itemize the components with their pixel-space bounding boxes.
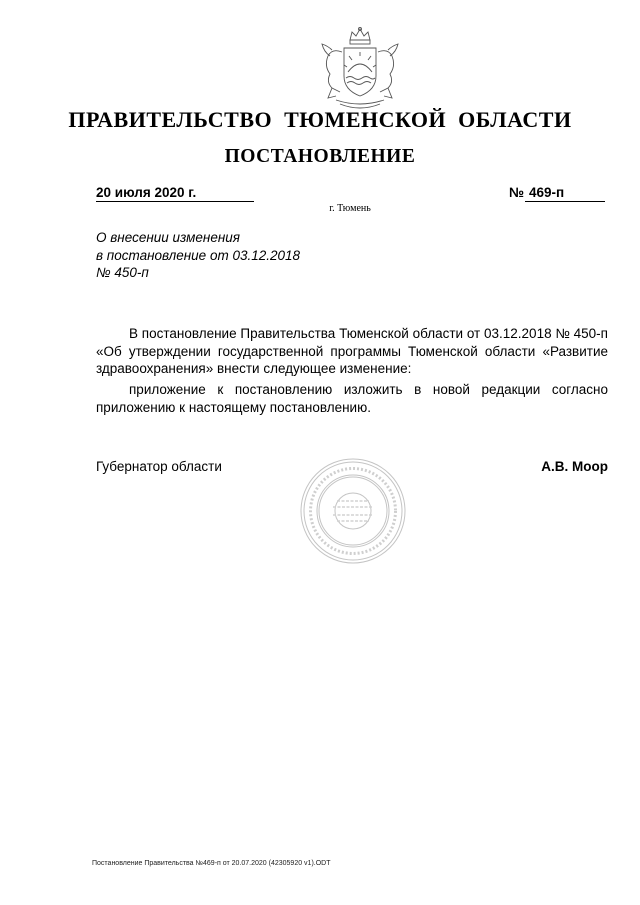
body-paragraph: В постановление Правительства Тюменской области от 03.12.2018 № 450-п «Об утверждении государственной программы Тюменской области «Развитие здравоохранения» внести следующее изменение: — [96, 326, 608, 376]
subject-line: № 450-п — [96, 265, 149, 280]
official-seal-icon — [299, 457, 407, 565]
subject-line: в постановление от 03.12.2018 — [96, 247, 301, 263]
document-date: 20 июля 2020 г. — [96, 185, 254, 202]
organization-title: ПРАВИТЕЛЬСТВО ТЮМЕНСКОЙ ОБЛАСТИ — [68, 107, 572, 132]
body-paragraph: приложение к постановлению изложить в новой редакции согласно приложению к настоящему постановлению. — [96, 382, 608, 415]
subject-line: О внесении изменения — [96, 230, 241, 245]
signer-title: Губернатор области — [96, 459, 222, 474]
document-number: 469-п — [525, 185, 605, 202]
document-subject — [96, 229, 300, 282]
document-number-sign: № — [509, 185, 525, 200]
coat-of-arms-icon — [318, 26, 402, 112]
document-city: г. Тюмень — [329, 203, 371, 214]
document-type: ПОСТАНОВЛЕНИЕ — [224, 146, 416, 167]
signer-name: А.В. Моор — [541, 459, 608, 474]
footer-note: Постановление Правительства №469-п от 20.07.2020 (42305920 v1).ODT — [92, 860, 331, 867]
